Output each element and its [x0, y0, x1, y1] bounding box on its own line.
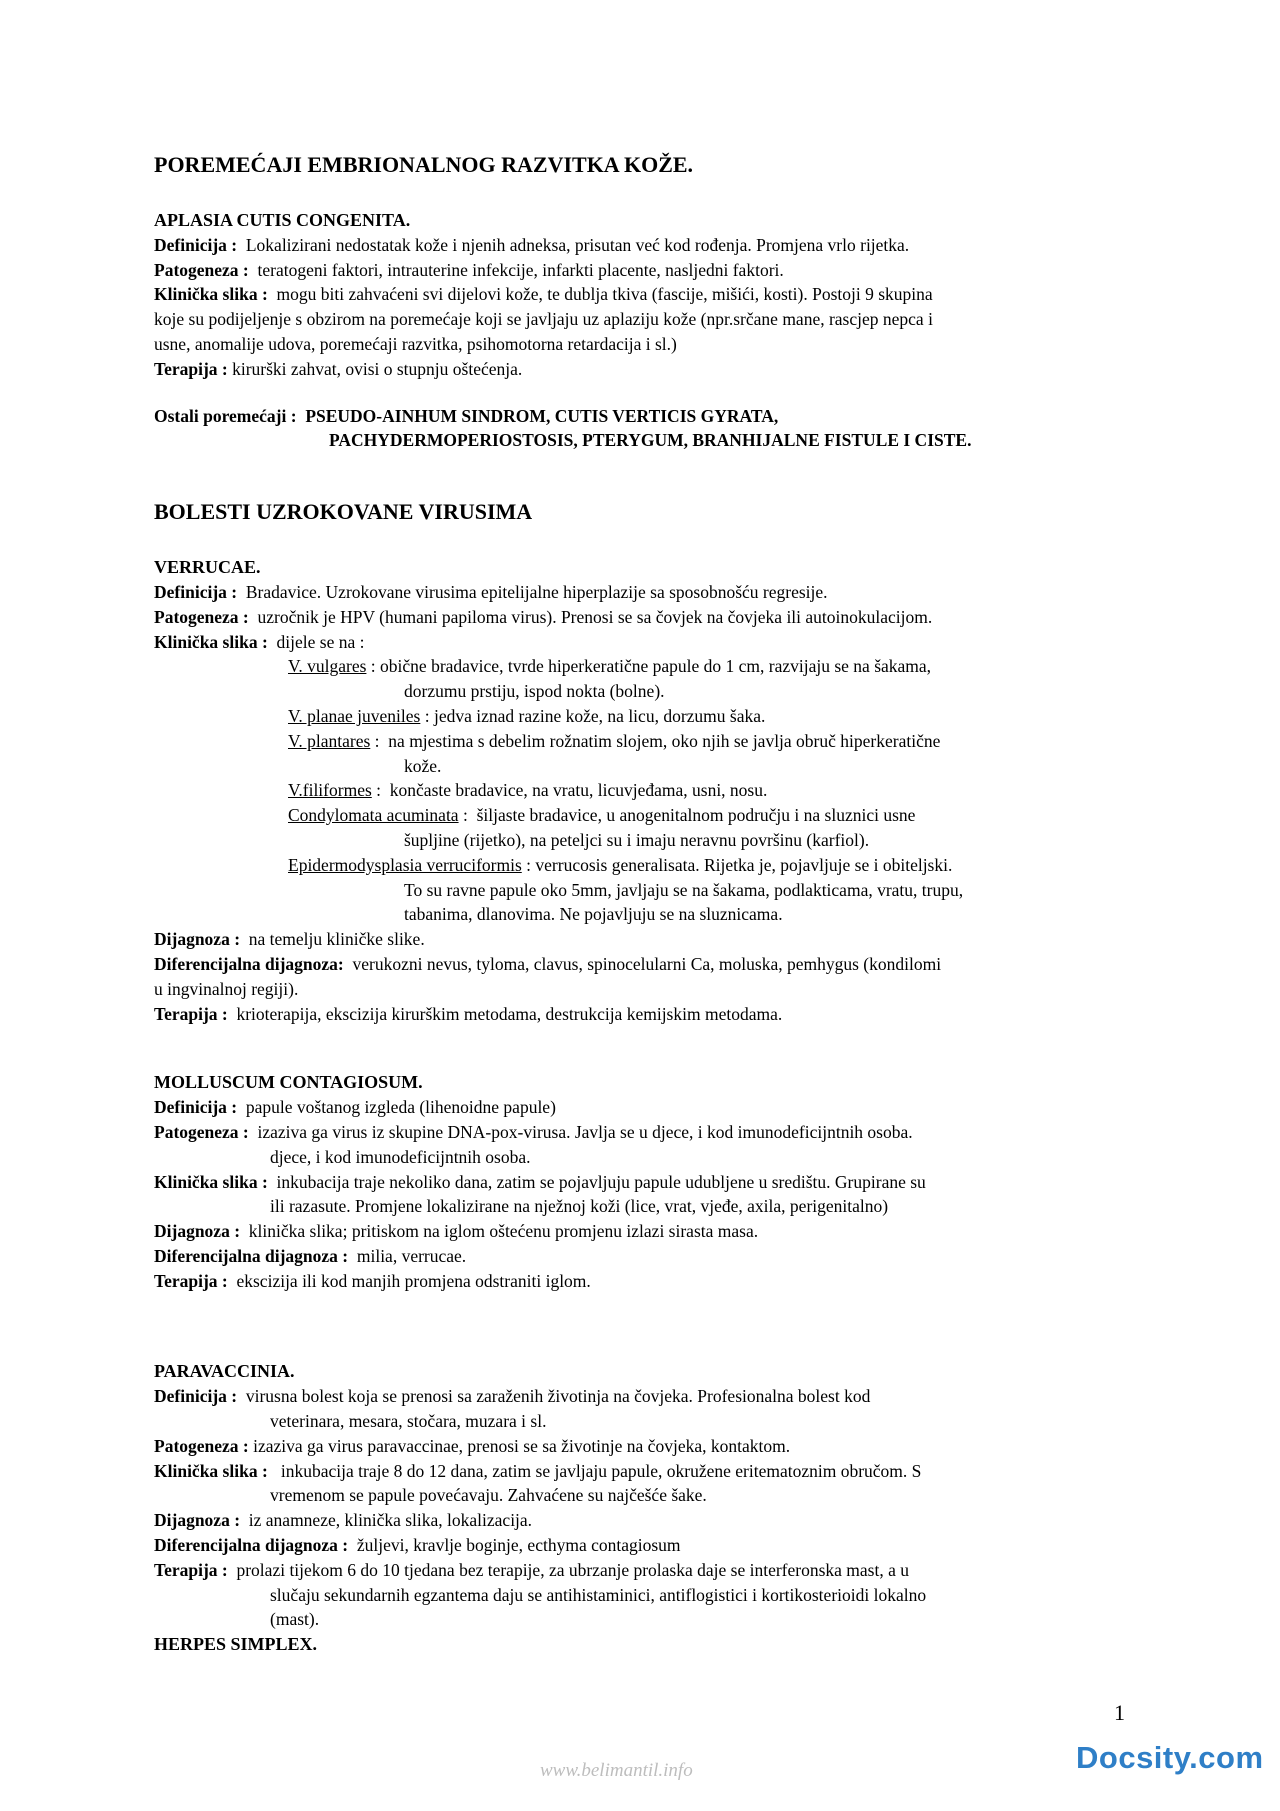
molluscum-klinicka-slika-line2: ili razasute. Promjene lokalizirane na nježnoj koži (lice, vrat, vjeđe, axila, perigenitalno) [270, 1196, 889, 1217]
aplasia-terapija: Terapija : kirurški zahvat, ovisi o stupnju oštećenja. [154, 358, 523, 379]
verrucae-patogeneza: Patogeneza : uzročnik je HPV (humani papiloma virus). Prenosi se sa čovjek na čovjeka ili autoinokulacijom. [154, 606, 933, 627]
molluscum-terapija: Terapija : ekscizija ili kod manjih promjena odstraniti iglom. [154, 1270, 591, 1291]
paravaccinia-dijagnoza: Dijagnoza : iz anamneze, klinička slika, lokalizacija. [154, 1510, 533, 1531]
verruca-type-epidermodysplasia-cont2: tabanima, dlanovima. Ne pojavljuju se na sluznicama. [404, 904, 783, 925]
molluscum-definicija: Definicija : papule voštanog izgleda (lihenoidne papule) [154, 1097, 556, 1118]
verrucae-klinicka-slika: Klinička slika : dijele se na : [154, 631, 365, 652]
ostali-poremecaji: Ostali poremećaji : PSEUDO-AINHUM SINDROM, CUTIS VERTICIS GYRATA, [154, 405, 779, 426]
heading-aplasia: APLASIA CUTIS CONGENITA. [154, 210, 411, 230]
verruca-type-condylomata-cont: šupljine (rijetko), na peteljci su i imaju neravnu površinu (karfiol). [404, 829, 870, 850]
docsity-logo: Docsity.com [1076, 1740, 1264, 1775]
paravaccinia-klinicka-slika: Klinička slika : inkubacija traje 8 do 12 dana, zatim se javljaju papule, okružene eritematoznim obručom. S [154, 1460, 922, 1481]
paravaccinia-definicija: Definicija : virusna bolest koja se prenosi sa zaraženih životinja na čovjeka. Profesionalna bolest kod [154, 1386, 871, 1407]
paravaccinia-diferencijalna: Diferencijalna dijagnoza : žuljevi, kravlje boginje, ecthyma contagiosum [154, 1535, 681, 1556]
section-title-virusi: BOLESTI UZROKOVANE VIRUSIMA [154, 499, 533, 525]
paravaccinia-terapija-line2: slučaju sekundarnih egzantema daju se antihistaminici, antiflogistici i kortikosterioidi lokalno [270, 1584, 927, 1605]
ostali-poremecaji-line2: PACHYDERMOPERIOSTOSIS, PTERYGUM, BRANHIJALNE FISTULE I CISTE. [329, 430, 972, 451]
molluscum-patogeneza-line2: djece, i kod imunodeficijntnih osoba. [270, 1146, 531, 1167]
molluscum-klinicka-slika: Klinička slika : inkubacija traje nekoliko dana, zatim se pojavljuju papule udubljene u središtu. Grupirane su [154, 1171, 926, 1192]
aplasia-klinicka-slika-line2: koje su podijeljenje s obzirom na poremećaje koji se javljaju uz aplaziju kože (npr.srčane mane, rascjep nepca i [154, 309, 933, 330]
verruca-type-plantares-cont: kože. [404, 755, 442, 776]
verruca-type-planae: V. planae juveniles : jedva iznad razine kože, na licu, dorzumu šaka. [288, 705, 766, 726]
molluscum-dijagnoza: Dijagnoza : klinička slika; pritiskom na iglom oštećenu promjenu izlazi sirasta masa. [154, 1221, 759, 1242]
aplasia-definicija: Definicija : Lokalizirani nedostatak kože i njenih adneksa, prisutan već kod rođenja. Promjena vrlo rijetka. [154, 234, 910, 255]
heading-molluscum: MOLLUSCUM CONTAGIOSUM. [154, 1072, 423, 1093]
verruca-type-condylomata: Condylomata acuminata : šiljaste bradavice, u anogenitalnom području i na sluznici usne [288, 805, 916, 826]
verruca-type-epidermodysplasia: Epidermodysplasia verruciformis : verrucosis generalisata. Rijetka je, pojavljuje se i obiteljski. [288, 854, 953, 875]
verrucae-diferencijalna-line2: u ingvinalnoj regiji). [154, 978, 299, 999]
heading-paravaccinia: PARAVACCINIA. [154, 1361, 295, 1382]
molluscum-diferencijalna: Diferencijalna dijagnoza : milia, verrucae. [154, 1245, 467, 1266]
paravaccinia-terapija: Terapija : prolazi tijekom 6 do 10 tjedana bez terapije, za ubrzanje prolaska daje se interferonska mast, a u [154, 1559, 909, 1580]
verruca-type-vulgares-cont: dorzumu prstiju, ispod nokta (bolne). [404, 681, 665, 702]
heading-herpes-simplex: HERPES SIMPLEX. [154, 1634, 318, 1655]
paravaccinia-terapija-line3: (mast). [270, 1609, 320, 1630]
verrucae-diferencijalna: Diferencijalna dijagnoza: verukozni nevus, tyloma, clavus, spinocelularni Ca, moluska, pemhygus (kondilomi [154, 953, 942, 974]
verrucae-dijagnoza: Dijagnoza : na temelju kliničke slike. [154, 929, 425, 950]
verruca-type-plantares: V. plantares : na mjestima s debelim rožnatim slojem, oko njih se javlja obruč hiperkeratične [288, 730, 941, 751]
paravaccinia-klinicka-slika-line2: vremenom se papule povećavaju. Zahvaćene su najčešće šake. [270, 1485, 707, 1506]
verrucae-terapija: Terapija : krioterapija, ekscizija kirurškim metodama, destrukcija kemijskim metodama. [154, 1003, 783, 1024]
watermark: www.belimantil.info [540, 1760, 693, 1781]
aplasia-klinicka-slika-line3: usne, anomalije udova, poremećaji razvitka, psihomotorna retardacija i sl.) [154, 333, 677, 354]
aplasia-klinicka-slika: Klinička slika : mogu biti zahvaćeni svi dijelovi kože, te dublja tkiva (fascije, mišići, kosti). Postoji 9 skupina [154, 284, 933, 305]
heading-verrucae: VERRUCAE. [154, 557, 261, 578]
verrucae-definicija: Definicija : Bradavice. Uzrokovane virusima epitelijalne hiperplazije sa sposobnošću regresije. [154, 581, 828, 602]
paravaccinia-patogeneza: Patogeneza : izaziva ga virus paravaccinae, prenosi se sa životinje na čovjeka, kontaktom. [154, 1435, 791, 1456]
molluscum-patogeneza: Patogeneza : izaziva ga virus iz skupine DNA-pox-virusa. Javlja se u djece, i kod imunodeficijntnih osoba. [154, 1121, 913, 1142]
verruca-type-vulgares: V. vulgares : obične bradavice, tvrde hiperkeratične papule do 1 cm, razvijaju se na šakama, [288, 656, 932, 677]
document-body [154, 150, 1134, 1657]
aplasia-patogeneza: Patogeneza : teratogeni faktori, intrauterine infekcije, infarkti placente, nasljedni faktori. [154, 259, 784, 280]
verruca-type-filiformes: V.filiformes : končaste bradavice, na vratu, licuvjeđama, usni, nosu. [288, 780, 768, 801]
paravaccinia-definicija-line2: veterinara, mesara, stočara, muzara i sl. [270, 1411, 547, 1432]
page-number: 1 [1114, 1700, 1125, 1725]
verruca-type-epidermodysplasia-cont1: To su ravne papule oko 5mm, javljaju se na šakama, podlakticama, vratu, trupu, [404, 879, 964, 900]
section-title-embrionalni: POREMEĆAJI EMBRIONALNOG RAZVITKA KOŽE. [154, 152, 694, 177]
